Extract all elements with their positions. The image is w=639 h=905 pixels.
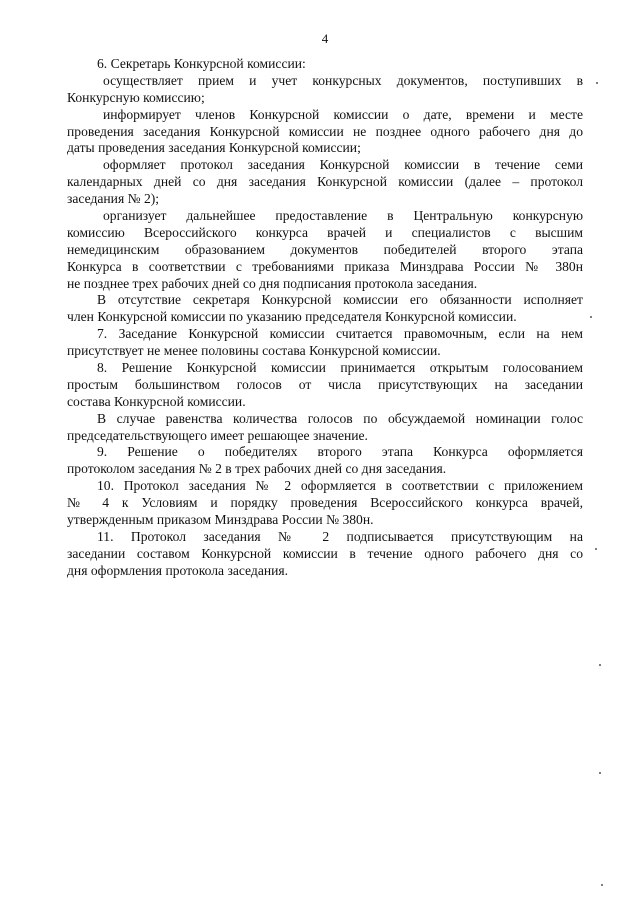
paragraph	[67, 478, 583, 529]
text-line: Конкурсную комиссию;	[67, 89, 205, 105]
text-line: член Конкурсной комиссии по указанию председателя Конкурсной комиссии.	[67, 309, 517, 325]
scan-speck	[599, 772, 601, 774]
text-line: немедицинским образованием документов победителей второго этапа	[67, 241, 583, 257]
paragraph	[67, 411, 583, 445]
text-line: заседании составом Конкурсной комиссии в течение одного рабочего дня со	[67, 545, 583, 561]
text-line: комиссию Всероссийского конкурса врачей и специалистов с высшим	[67, 224, 583, 240]
text-line: В отсутствие секретаря Конкурсной комиссии его обязанности исполняет	[97, 292, 583, 308]
text-line: В случае равенства количества голосов по обсуждаемой номинации голос	[97, 410, 583, 426]
text-line: Конкурса в соответствии с требованиями приказа Минздрава России № 380н	[67, 258, 583, 274]
text-line: № 4 к Условиям и порядку проведения Всероссийского конкурса врачей,	[67, 495, 583, 511]
text-line: утвержденным приказом Минздрава России № 380н.	[67, 512, 374, 528]
paragraph	[67, 73, 583, 107]
text-line: 6. Секретарь Конкурсной комиссии:	[97, 56, 306, 71]
text-line: дня оформления протокола заседания.	[67, 562, 289, 578]
paragraph	[67, 157, 583, 208]
text-line: состава Конкурсной комиссии.	[67, 393, 246, 409]
paragraph	[67, 56, 583, 73]
page-number: 4	[321, 31, 329, 46]
text-line: не позднее трех рабочих дней со дня подписания протокола заседания.	[67, 275, 478, 291]
paragraph	[67, 360, 583, 411]
text-line: календарных дней со дня заседания Конкурсной комиссии (далее – протокол	[67, 174, 583, 190]
text-line: организует дальнейшее предоставление в Центральную конкурсную	[103, 208, 583, 224]
scan-speck	[596, 82, 598, 84]
text-line: простым большинством голосов от числа присутствующих на заседании	[67, 376, 583, 392]
scan-speck	[601, 884, 603, 886]
text-line: 10. Протокол заседания № 2 оформляется в соответствии с приложением	[97, 478, 583, 494]
scan-speck	[590, 316, 592, 318]
text-line: протоколом заседания № 2 в трех рабочих дней со дня заседания.	[67, 461, 447, 477]
text-line: осуществляет прием и учет конкурсных документов, поступивших в	[103, 72, 583, 88]
text-line: даты проведения заседания Конкурсной комиссии;	[67, 140, 361, 156]
document-body	[67, 56, 583, 580]
text-line: 11. Протокол заседания № 2 подписывается присутствующим на	[97, 528, 583, 544]
text-line: информирует членов Конкурсной комиссии о дате, времени и месте	[103, 106, 583, 122]
paragraph	[67, 326, 583, 360]
paragraph	[67, 529, 583, 580]
paragraph	[67, 444, 583, 478]
scan-speck	[599, 664, 601, 666]
text-line: заседания № 2);	[67, 191, 160, 207]
scan-speck	[595, 548, 597, 550]
text-line: председательствующего имеет решающее значение.	[67, 427, 368, 443]
text-line: 9. Решение о победителях второго этапа Конкурса оформляется	[97, 444, 583, 460]
text-line: присутствует не менее половины состава Конкурсной комиссии.	[67, 343, 441, 359]
paragraph	[67, 292, 583, 326]
text-line: оформляет протокол заседания Конкурсной комиссии в течение семи	[103, 157, 583, 173]
text-line: 7. Заседание Конкурсной комиссии считается правомочным, если на нем	[97, 326, 583, 342]
paragraph	[67, 208, 583, 292]
text-line: проведения заседания Конкурсной комиссии не позднее одного рабочего дня до	[67, 123, 583, 139]
paragraph	[67, 107, 583, 158]
text-line: 8. Решение Конкурсной комиссии принимается открытым голосованием	[97, 360, 583, 376]
